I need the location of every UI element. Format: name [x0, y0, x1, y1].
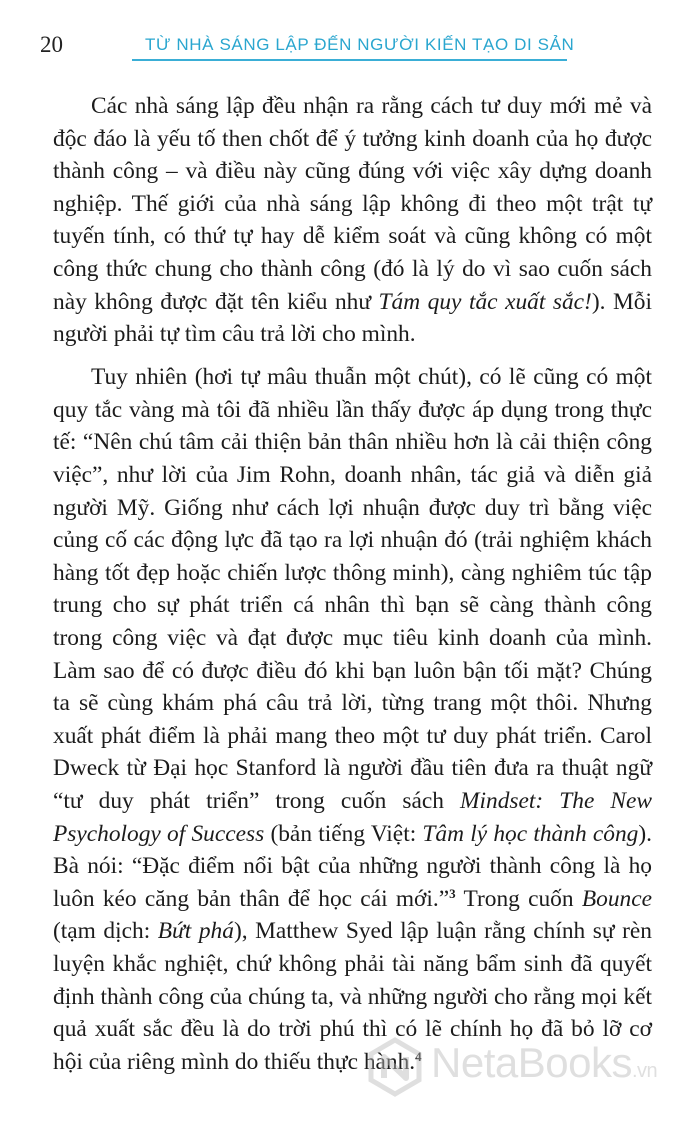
running-title: TỪ NHÀ SÁNG LẬP ĐẾN NGƯỜI KIẾN TẠO DI SẢN — [145, 35, 575, 54]
watermark-brand: NetaBooks — [431, 1039, 632, 1086]
vietnamese-title-italic: Tâm lý học thành công — [422, 820, 639, 847]
body-text — [53, 90, 652, 1089]
bounce-title-italic: Bounce — [581, 885, 652, 912]
paragraph-2-text-e: ). Bà nói: “Đặc điểm nổi bật của những người thành công là họ luôn kéo căng bản thân để học cái mới.” — [53, 820, 652, 912]
paragraph-1 — [53, 90, 652, 351]
footnote-ref-4[interactable]: 4 — [415, 1048, 422, 1064]
paragraph-2-text-a: Tuy nhiên (hơi tự mâu thuẫn một chút), có lẽ cũng có một quy tắc vàng mà tôi đã nhiều lần thấy được áp dụng trong thực tế: “Nên chú tâm cải thiện bản thân nhiều hơn là cải thiện công việc”, như lời của Jim Rohn, doanh nhân, tác giả và diễn giả người Mỹ. Giống như cách lợi nhuận được duy trì bằng việc củng cố các động lực đã tạo ra lợi nhuận đó (trải nghiệm khách hàng tốt đẹp hoặc chiến lược thông minh), càng nghiêm túc tập trung cho sự phát triển cá nhân thì bạn sẽ càng thành công trong công việc và đạt được mục tiêu kinh doanh của mình. Làm sao để có được điều đó khi bạn luôn bận tối mặt? Chúng ta sẽ cùng khám phá câu trả lời, từng trang một thôi. Nhưng xuất phát điểm là phải mang theo một tư duy phát triển. Carol Dweck từ Đại học Stanford là người đầu tiên đưa ra thuật ngữ “tư duy phát triển” trong cuốn sách — [53, 364, 652, 814]
book-title-italic: Tám quy tắc xuất sắc! — [378, 288, 592, 315]
mindset-title-italic: Mindset: The New Psychology of Success — [53, 787, 653, 847]
paragraph-2-text-i: (tạm dịch: — [53, 918, 158, 945]
paragraph-2-text-c: (bản tiếng Việt: — [264, 820, 423, 847]
paragraph-2-text-k: ), Matthew Syed lập luận rằng chính sự rèn luyện khắc nghiệt, chứ không phải tài năng bẩm sinh đã quyết định thành công của chúng ta, và những người cho rằng mọi kết quả xuất sắc đều là do trời phú thì có lẽ chính họ đã bỏ lỡ cơ hội của riêng mình do thiếu thực hành. — [53, 918, 652, 1075]
watermark-text — [431, 1033, 657, 1101]
paragraph-1-text-c: ). Mỗi người phải tự tìm câu trả lời cho mình. — [53, 288, 652, 348]
watermark — [365, 1033, 657, 1101]
paragraph-2-text-g: Trong cuốn — [455, 885, 582, 912]
footnote-ref-3[interactable]: 3 — [449, 885, 456, 901]
watermark-suffix: .vn — [631, 1060, 658, 1082]
paragraph-2 — [53, 361, 652, 1078]
page-number: 20 — [40, 32, 63, 57]
netabooks-logo-icon — [365, 1037, 425, 1097]
but-pha-italic: Bứt phá — [157, 918, 234, 945]
paragraph-1-text-a: Các nhà sáng lập đều nhận ra rằng cách tư duy mới mẻ và độc đáo là yếu tố then chốt để ý tưởng kinh doanh của họ được thành công – và điều này cũng đúng với việc xây dựng doanh nghiệp. Thế giới của nhà sáng lập không đi theo một trật tự tuyến tính, có thứ tự hay dễ kiểm soát và cũng không có một công thức chung cho thành công (đó là lý do vì sao cuốn sách này không được đặt tên kiểu như — [53, 93, 652, 315]
header-rule — [132, 59, 567, 61]
